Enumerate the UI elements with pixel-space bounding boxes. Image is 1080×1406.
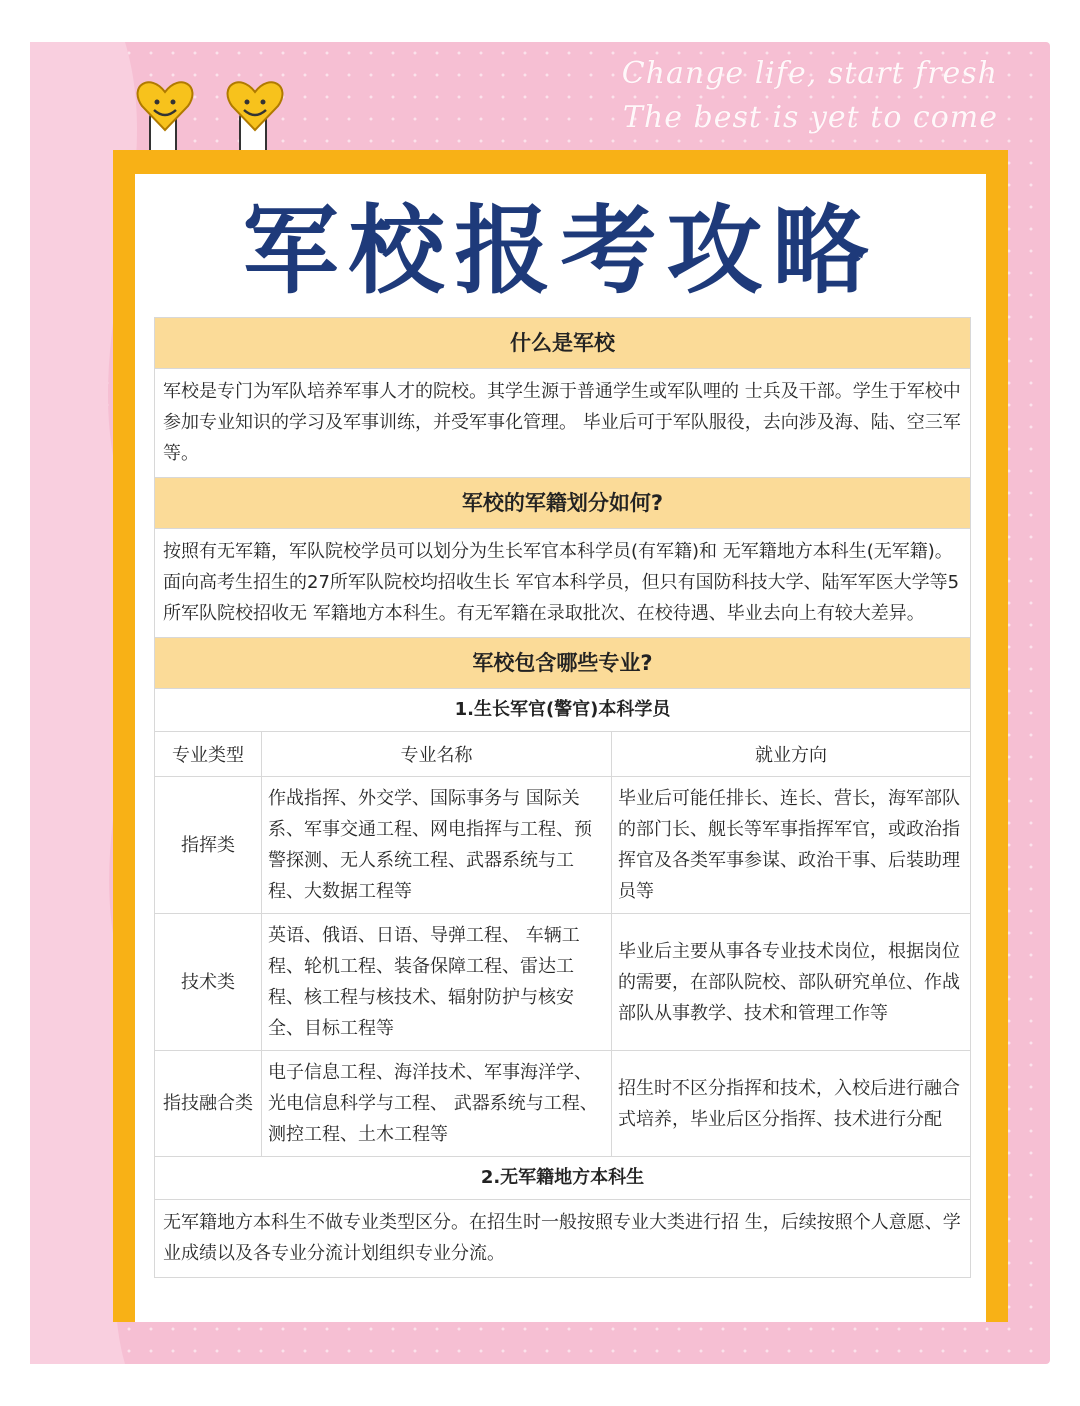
majors-table (155, 732, 970, 1157)
section-body-non-military: 无军籍地方本科生不做专业类型区分。在招生时一般按照专业大类进行招 生，后续按照个人意愿、学业成绩以及各专业分流计划组织专业分流。 (163, 1212, 961, 1264)
major-type-cell: 指技融合类 (155, 1051, 262, 1157)
section-body-what: 军校是专门为军队培养军事人才的院校。其学生源于普通学生或军队哩的 士兵及干部。学生于军校中参加专业知识的学习及军事训练，并受军事化管理。 毕业后可于军队服役，去向涉及海、陆、空三军等。 (155, 369, 970, 478)
section-heading-majors: 军校包含哪些专业? (155, 638, 970, 689)
section-heading-status: 军校的军籍划分如何? (155, 478, 970, 529)
column-header-career: 就业方向 (612, 732, 971, 777)
column-header-names: 专业名称 (262, 732, 612, 777)
slogan-line-2: The best is yet to come (622, 100, 998, 135)
table-row (155, 914, 970, 1051)
career-cell: 招生时不区分指挥和技术，入校后进行融合式培养，毕业后区分指挥、技术进行分配 (612, 1051, 971, 1157)
major-names-cell: 作战指挥、外交学、国际事务与 国际关系、军事交通工程、网电指挥与工程、预警探测、无人系统工程、武器系统与工程、大数据工程等 (262, 777, 612, 914)
major-type-cell: 技术类 (155, 914, 262, 1051)
column-header-type: 专业类型 (155, 732, 262, 777)
table-header-row (155, 732, 970, 777)
table-row (155, 777, 970, 914)
subheading-officer-cadets: 1.生长军官(警官)本科学员 (155, 689, 970, 732)
major-type-cell: 指挥类 (155, 777, 262, 914)
section-heading-what: 什么是军校 (155, 318, 970, 369)
career-cell: 毕业后主要从事各专业技术岗位，根据岗位的需要，在部队院校、部队研究单位、作战部队从事教学、技术和管理工作等 (612, 914, 971, 1051)
career-cell: 毕业后可能任排长、连长、营长，海军部队的部门长、舰长等军事指挥军官，或政治指挥官及各类军事参谋、政治干事、后装助理员等 (612, 777, 971, 914)
slogan-line-1: Change life, start fresh (621, 56, 998, 91)
table-row (155, 1051, 970, 1157)
page-title: 军校报考攻略 (242, 195, 879, 307)
smiley-heart-mascots-icon (130, 72, 330, 162)
guide-content (154, 317, 971, 1278)
section-body-status: 按照有无军籍，军队院校学员可以划分为生长军官本科学员(有军籍)和 无军籍地方本科生(无军籍)。面向高考生招生的27所军队院校均招收生长 军官本科学员，但只有国防科技大学、陆军军医大学等5所军队院校招收无 军籍地方本科生。有无军籍在录取批次、在校待遇、毕业去向上有较大差异。 (155, 529, 970, 638)
major-names-cell: 英语、俄语、日语、导弹工程、 车辆工程、轮机工程、装备保障工程、雷达工程、核工程与核技术、辐射防护与核安全、目标工程等 (262, 914, 612, 1051)
major-names-cell: 电子信息工程、海洋技术、军事海洋学、光电信息科学与工程、 武器系统与工程、测控工程、土木工程等 (262, 1051, 612, 1157)
subheading-non-military-students: 2.无军籍地方本科生 (155, 1157, 970, 1200)
